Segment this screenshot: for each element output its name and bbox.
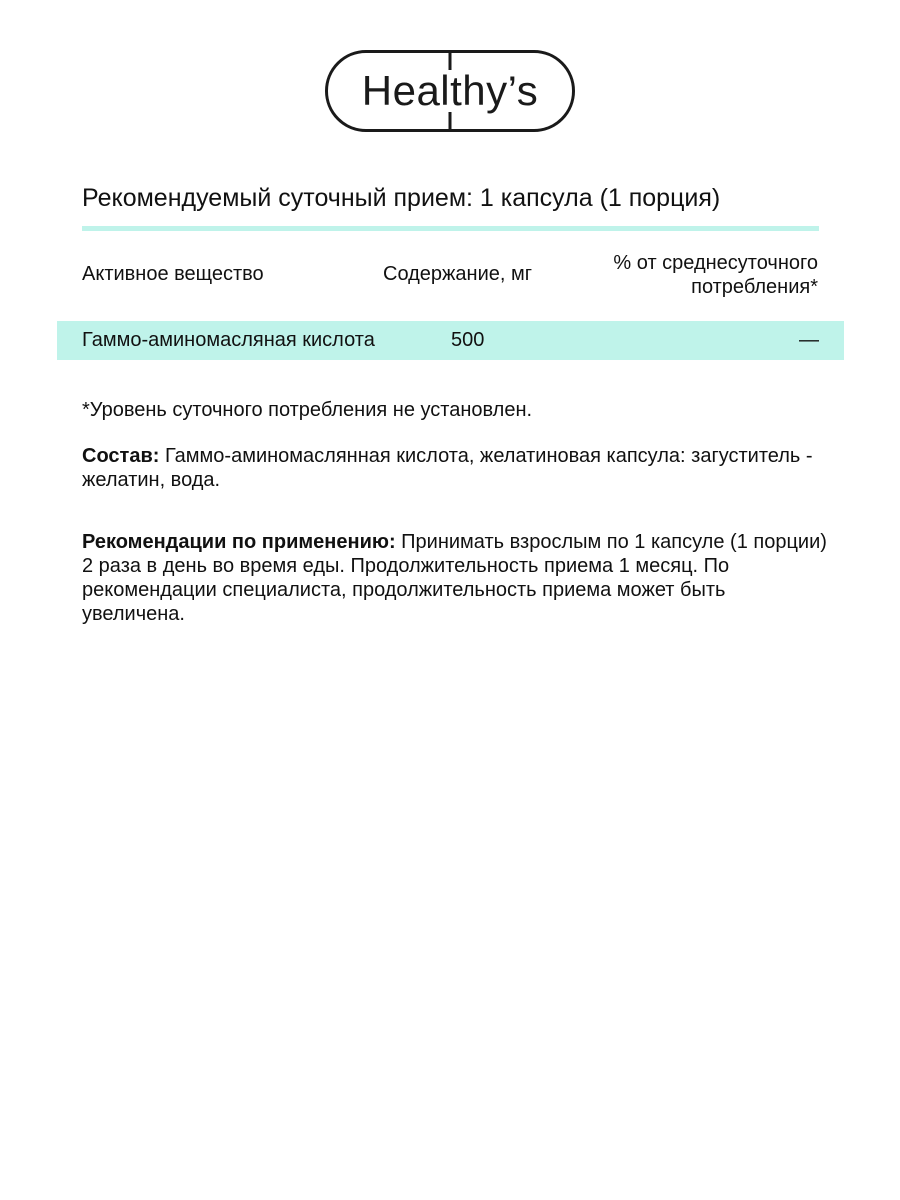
cell-percent: — — [799, 329, 819, 351]
composition-text: Гаммо-аминомаслянная кислота, желатиновая капсула: загуститель - желатин, вода. — [82, 445, 813, 491]
column-header-substance: Активное вещество — [82, 263, 264, 285]
daily-intake-heading: Рекомендуемый суточный прием: 1 капсула (1 порция) — [82, 184, 721, 212]
composition-label: Состав: — [82, 445, 160, 467]
brand-name: Healthy’s — [361, 67, 539, 114]
column-header-amount: Содержание, мг — [383, 263, 533, 285]
column-header-percent: % от среднесуточного потребления* — [613, 252, 818, 298]
cell-amount: 500 — [451, 329, 485, 351]
heading-divider — [82, 226, 819, 231]
composition-paragraph — [82, 444, 827, 492]
usage-paragraph — [82, 530, 827, 626]
usage-text: Принимать взрослым по 1 капсуле (1 порции) 2 раза в день во время еды. Продолжительность приема 1 месяц. По рекомендации специалиста, продолжительность приема может быть увеличена. — [82, 531, 827, 625]
cell-substance: Гаммо-аминомасляная кислота — [82, 329, 375, 351]
brand-logo — [325, 50, 575, 132]
footnote: *Уровень суточного потребления не установлен. — [82, 399, 533, 421]
usage-label: Рекомендации по применению: — [82, 531, 396, 553]
